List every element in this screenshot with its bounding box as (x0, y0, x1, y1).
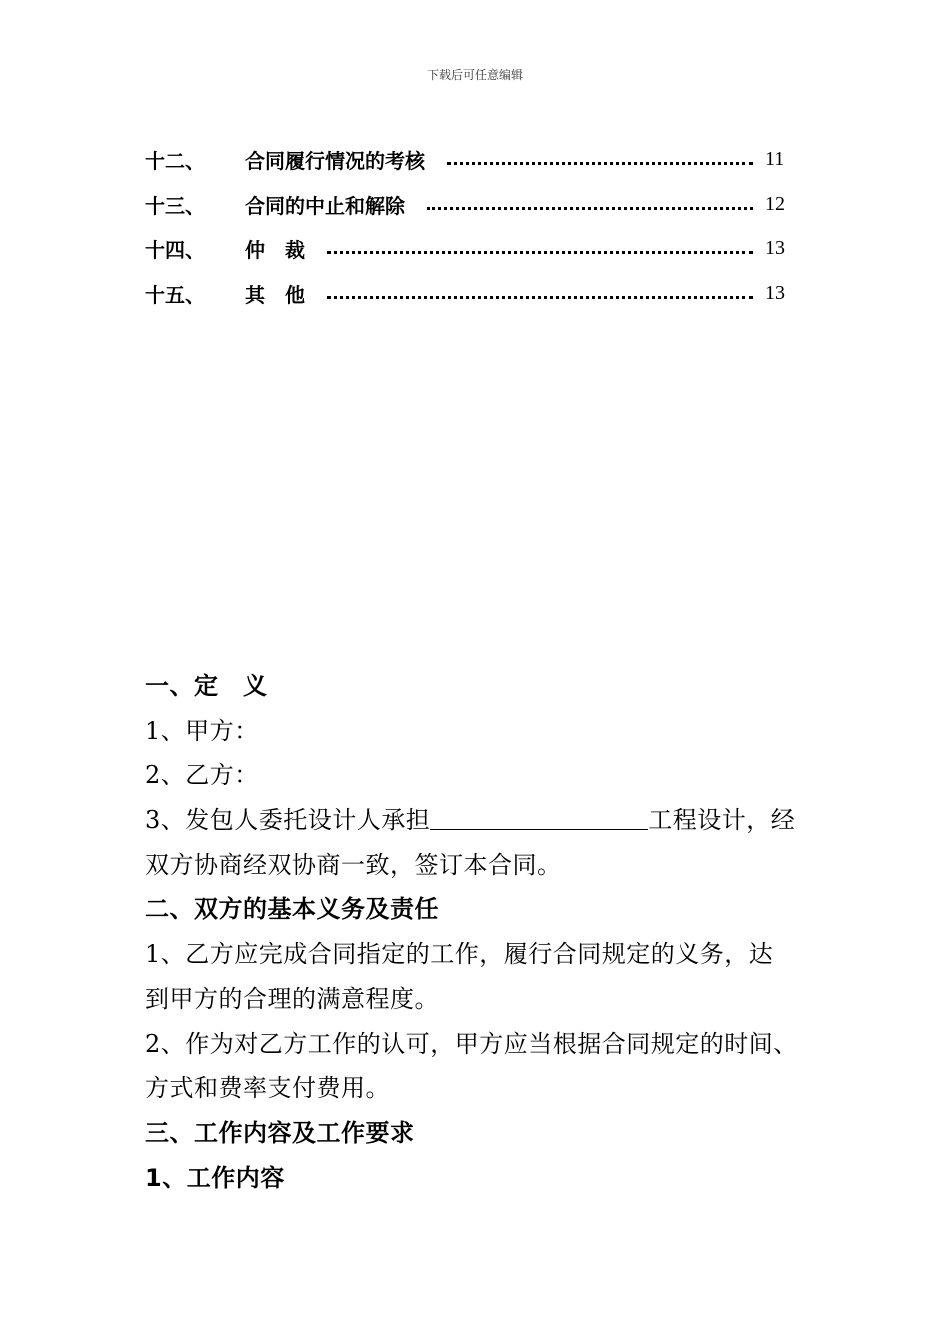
toc-leader (447, 162, 753, 165)
contract-body (145, 664, 835, 1200)
toc-entry[interactable] (145, 137, 805, 182)
section-heading-definitions: 一、定 义 (145, 672, 268, 700)
obligation-2-line-continued: 方式和费率支付费用。 (145, 1074, 390, 1103)
toc-page-number: 13 (765, 237, 785, 260)
engagement-line-continued: 双方协商经双协商一致，签订本合同。 (145, 850, 562, 879)
toc-page-number: 12 (765, 192, 785, 215)
table-of-contents (145, 137, 805, 316)
toc-title: 合同履行情况的考核 (245, 148, 425, 173)
toc-leader (427, 207, 753, 210)
party-b-line: 2、乙方： (145, 761, 259, 790)
party-a-line: 1、甲方： (145, 716, 259, 745)
toc-entry[interactable] (145, 226, 805, 271)
engagement-line (145, 798, 835, 843)
page-header: 下载后可任意编辑 (426, 68, 523, 82)
toc-leader (327, 296, 753, 299)
toc-number: 十五、 (145, 282, 205, 307)
toc-page-number: 13 (765, 281, 785, 304)
toc-number: 十二、 (145, 148, 205, 173)
toc-entry[interactable] (145, 182, 805, 227)
engagement-text-start: 3、发包人委托设计人承担 (145, 806, 431, 835)
toc-leader (327, 251, 753, 254)
obligation-2-line: 2、作为对乙方工作的认可，甲方应当根据合同规定的时间、 (145, 1029, 798, 1058)
toc-title: 其 他 (245, 282, 305, 307)
toc-number: 十四、 (145, 238, 205, 263)
subsection-heading-work-content: 1、工作内容 (145, 1163, 285, 1192)
toc-title: 合同的中止和解除 (245, 193, 405, 218)
section-heading-work-content: 三、工作内容及工作要求 (145, 1118, 415, 1147)
toc-title: 仲 裁 (245, 238, 305, 263)
obligation-1-line: 1、乙方应完成合同指定的工作，履行合同规定的义务，达 (145, 940, 774, 969)
toc-number: 十三、 (145, 193, 205, 218)
toc-page-number: 11 (765, 147, 785, 170)
project-name-blank[interactable] (430, 803, 648, 830)
engagement-text-end: 工程设计，经 (648, 806, 796, 835)
toc-entry[interactable] (145, 271, 805, 316)
obligation-1-line-continued: 到甲方的合理的满意程度。 (145, 984, 439, 1013)
section-heading-obligations: 二、双方的基本义务及责任 (145, 895, 439, 924)
